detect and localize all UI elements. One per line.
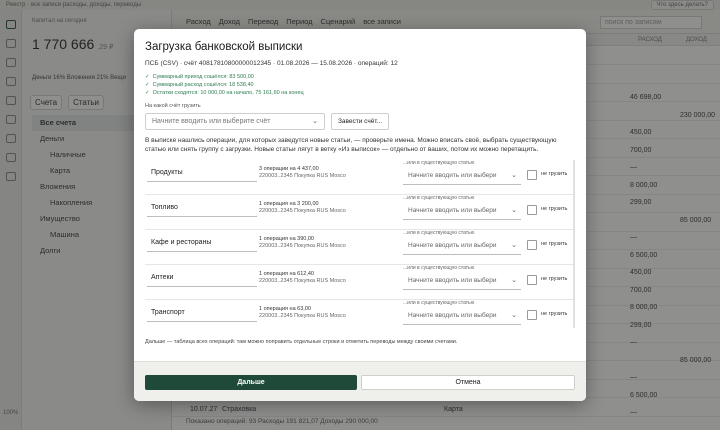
check-expense-text: Суммарный расход сошёлся: 18 538,40 (152, 82, 254, 88)
operations-summary (259, 166, 346, 180)
operations-count: 1 операция на 612,40 (259, 271, 314, 277)
checkmark-icon: ✓ (145, 82, 150, 88)
operations-detail: 220003..2345 Покупка RUS Mosco (259, 208, 346, 214)
chevron-down-icon: ⌄ (511, 172, 517, 179)
category-name-input[interactable]: Кафе и рестораны (147, 235, 257, 252)
skip-checkbox[interactable] (527, 240, 537, 250)
category-row (145, 160, 573, 195)
dialog-title: Загрузка банковской выписки (145, 41, 303, 53)
category-row (145, 300, 573, 328)
skip-label: не грузить (541, 311, 568, 317)
existing-item-select[interactable] (403, 238, 521, 255)
skip-label: не грузить (541, 241, 568, 247)
operations-summary (259, 306, 346, 320)
existing-item-select[interactable] (403, 168, 521, 185)
skip-label: не грузить (541, 276, 568, 282)
check-income (145, 74, 254, 80)
existing-item-label: ...или в существующую статью (403, 230, 475, 236)
account-select-placeholder: Начните вводить или выберите счёт (152, 118, 271, 125)
operations-count: 1 операция на 3 200,00 (259, 201, 319, 207)
existing-item-placeholder: Начните вводить или выбери (408, 172, 497, 179)
operations-summary (259, 201, 346, 215)
skip-checkbox[interactable] (527, 170, 537, 180)
new-account-button[interactable]: Завести счёт... (331, 113, 389, 130)
existing-item-label: ...или в существующую статью (403, 160, 475, 166)
operations-count: 1 операция на 390,00 (259, 236, 314, 242)
existing-item-select[interactable] (403, 203, 521, 220)
existing-item-placeholder: Начните вводить или выбери (408, 207, 497, 214)
chevron-down-icon: ⌄ (312, 118, 318, 125)
operations-count: 1 операция на 63,00 (259, 306, 311, 312)
operations-detail: 220003..2345 Покупка RUS Mosco (259, 278, 346, 284)
check-balance-text: Остатки сходятся: 10 000,00 на начало, 75 161,60 на конец (152, 90, 304, 96)
category-row (145, 265, 573, 300)
existing-item-label: ...или в существующую статью (403, 195, 475, 201)
next-step-note: Дальше — таблица всех операций: там можно поправить отдельные строки и отметить переводы между своими счетами. (145, 339, 458, 345)
category-name-input[interactable]: Транспорт (147, 305, 257, 322)
bank-import-dialog (134, 29, 586, 401)
cancel-button[interactable]: Отмена (361, 375, 575, 390)
chevron-down-icon: ⌄ (511, 277, 517, 284)
existing-item-placeholder: Начните вводить или выбери (408, 312, 497, 319)
existing-item-label: ...или в существующую статью (403, 265, 475, 271)
chevron-down-icon: ⌄ (511, 312, 517, 319)
operations-summary (259, 236, 346, 250)
category-row (145, 230, 573, 265)
category-list[interactable] (145, 160, 575, 328)
explanation-text: В выписке нашлись операции, для которых заведутся новые статьи, — проверьте имена. Можно вписать своё, выбрать существующую статью или снять группу с загрузки. Новые статьи лягут в ветку «Из выписок» — отдельно от ваших, потом их можно перетащить. (145, 137, 557, 153)
skip-checkbox[interactable] (527, 275, 537, 285)
operations-count: 3 операции на 4 437,00 (259, 166, 319, 172)
check-income-text: Суммарный приход сошёлся: 83 500,00 (152, 74, 254, 80)
skip-checkbox[interactable] (527, 310, 537, 320)
category-name-input[interactable]: Продукты (147, 165, 257, 182)
chevron-down-icon: ⌄ (511, 242, 517, 249)
category-name-input[interactable]: Аптеки (147, 270, 257, 287)
account-select[interactable] (145, 113, 325, 130)
statement-info: ПСБ (CSV) · счёт 40817810800000012345 · 01.08.2026 — 15.08.2026 · операций: 12 (145, 60, 398, 67)
check-balance (145, 90, 304, 96)
existing-item-select[interactable] (403, 273, 521, 290)
operations-detail: 220003..2345 Покупка RUS Mosco (259, 243, 346, 249)
next-button[interactable]: Дальше (145, 375, 357, 390)
check-expense (145, 82, 254, 88)
existing-item-placeholder: Начните вводить или выбери (408, 242, 497, 249)
skip-checkbox[interactable] (527, 205, 537, 215)
existing-item-label: ...или в существующую статью (403, 300, 475, 306)
checkmark-icon: ✓ (145, 74, 150, 80)
existing-item-placeholder: Начните вводить или выбери (408, 277, 497, 284)
dialog-footer (134, 361, 586, 401)
checkmark-icon: ✓ (145, 90, 150, 96)
operations-detail: 220003..2345 Покупка RUS Mosco (259, 313, 346, 319)
skip-label: не грузить (541, 171, 568, 177)
account-prompt: На какой счёт грузить (145, 103, 201, 109)
category-name-input[interactable]: Топливо (147, 200, 257, 217)
skip-label: не грузить (541, 206, 568, 212)
operations-detail: 220003..2345 Покупка RUS Mosco (259, 173, 346, 179)
operations-summary (259, 271, 346, 285)
existing-item-select[interactable] (403, 308, 521, 325)
category-row (145, 195, 573, 230)
chevron-down-icon: ⌄ (511, 207, 517, 214)
